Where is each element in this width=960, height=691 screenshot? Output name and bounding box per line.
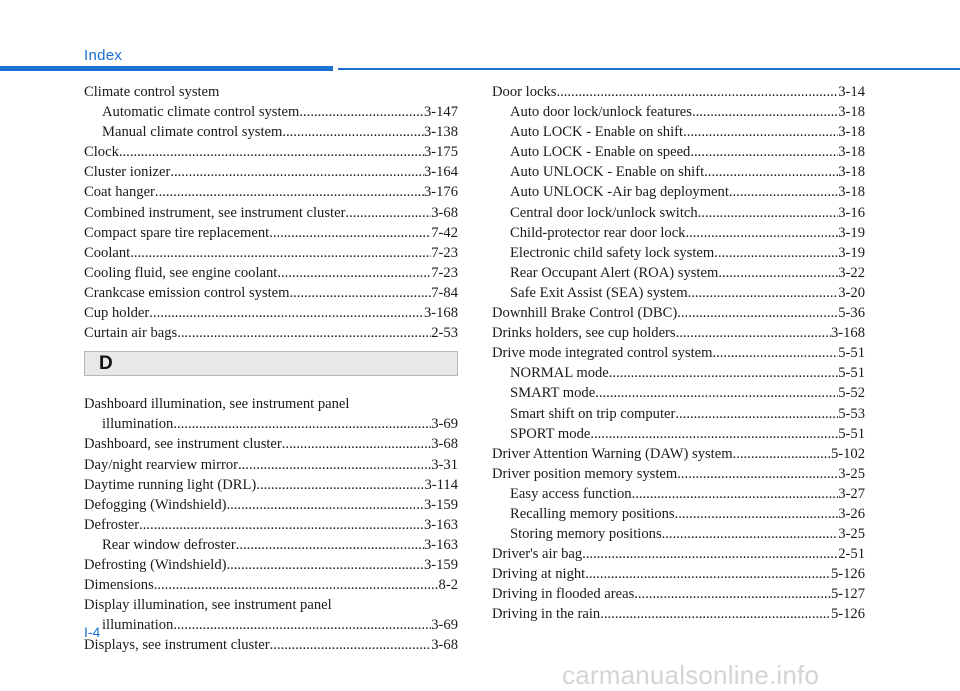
page-reference: 7-23: [431, 264, 458, 281]
page-reference: 7-84: [431, 284, 458, 301]
page-reference: 8-2: [438, 577, 458, 594]
dot-leader: [688, 283, 839, 303]
page-reference: 5-51: [838, 425, 865, 442]
dot-leader: [600, 604, 831, 624]
entry-text: NORMAL mode: [510, 365, 609, 382]
dot-leader: [585, 564, 831, 584]
dot-leader: [632, 484, 839, 504]
entry-text: Driving at night: [492, 566, 586, 583]
index-entry: [492, 343, 865, 363]
entry-text: SMART mode: [510, 385, 596, 402]
entry-text: Storing memory positions: [510, 526, 662, 543]
index-subentry: [84, 122, 458, 142]
page-reference: 5-127: [830, 586, 865, 603]
entry-text: Smart shift on trip computer: [510, 405, 676, 422]
section-header-d: [84, 351, 458, 376]
entry-text: Displays, see instrument cluster: [84, 637, 270, 654]
dot-leader: [170, 162, 424, 182]
dot-leader: [685, 223, 838, 243]
dot-leader: [277, 263, 431, 283]
index-subentry: [492, 484, 865, 504]
index-entry: [84, 203, 458, 223]
page-reference: 3-168: [423, 305, 458, 322]
page-reference: 5-51: [838, 365, 865, 382]
index-subentry: [84, 414, 458, 434]
page-reference: 5-36: [838, 305, 865, 322]
entry-text: Compact spare tire replacement: [84, 224, 270, 241]
page-reference: 5-126: [830, 606, 865, 623]
entry-text: Safe Exit Assist (SEA) system: [510, 284, 688, 301]
dot-leader: [290, 283, 432, 303]
page-reference: 3-176: [423, 184, 458, 201]
index-entry: [492, 544, 865, 564]
dot-leader: [130, 243, 431, 263]
entry-text: Auto LOCK - Enable on speed: [510, 144, 691, 161]
page-reference: 3-163: [423, 516, 458, 533]
index-entry: [84, 303, 458, 323]
dot-leader: [236, 535, 424, 555]
right-entries-list: [492, 82, 865, 625]
index-entry: [492, 464, 865, 484]
index-entry: [84, 263, 458, 283]
page-reference: 7-23: [431, 244, 458, 261]
index-subentry: [492, 243, 865, 263]
page-reference: 5-53: [838, 405, 865, 422]
page-reference: 3-19: [838, 224, 865, 241]
dot-leader: [698, 203, 839, 223]
page-reference: 3-68: [431, 204, 458, 221]
dot-leader: [282, 122, 424, 142]
index-subentry: [84, 102, 458, 122]
index-entry: [492, 82, 865, 102]
index-subentry: [492, 102, 865, 122]
page-reference: 2-51: [838, 546, 865, 563]
dot-leader: [226, 495, 423, 515]
page-number: I-4: [84, 624, 101, 640]
entry-text: Coat hanger: [84, 184, 155, 201]
entry-text: Driver position memory system: [492, 465, 678, 482]
page-reference: 3-138: [423, 124, 458, 141]
dot-leader: [712, 343, 838, 363]
index-subentry: [492, 203, 865, 223]
index-entry: [492, 444, 865, 464]
entry-text: Central door lock/unlock switch: [510, 204, 698, 221]
entry-text: Defogging (Windshield): [84, 496, 227, 513]
entry-text: illumination: [102, 416, 174, 433]
entry-text: Auto UNLOCK - Enable on shift: [510, 164, 705, 181]
dot-leader: [662, 524, 839, 544]
entry-text: Curtain air bags: [84, 325, 178, 342]
entry-text: Drive mode integrated control system: [492, 345, 713, 362]
dot-leader: [173, 615, 431, 635]
entry-text: illumination: [102, 617, 174, 634]
index-entry: [492, 584, 865, 604]
dot-leader: [556, 82, 838, 102]
page-reference: 3-25: [838, 465, 865, 482]
dot-leader: [139, 515, 424, 535]
page-reference: 3-19: [838, 244, 865, 261]
index-entry: [84, 323, 458, 343]
entry-text: Drinks holders, see cup holders: [492, 325, 676, 342]
dot-leader: [590, 424, 838, 444]
dot-leader: [177, 323, 431, 343]
index-entry: [84, 495, 458, 515]
entry-text: Auto door lock/unlock features: [510, 104, 692, 121]
header-accent-bar: [0, 66, 333, 71]
left-column: [84, 82, 458, 655]
index-entry: [84, 455, 458, 475]
index-entry: [84, 515, 458, 535]
entry-text: Manual climate control system: [102, 124, 283, 141]
header-rule: [338, 68, 960, 70]
dot-leader: [675, 504, 839, 524]
index-entry: [84, 283, 458, 303]
dot-leader: [270, 635, 432, 655]
dot-leader: [677, 303, 838, 323]
page-reference: 3-27: [838, 485, 865, 502]
page-reference: 3-18: [838, 124, 865, 141]
dot-leader: [299, 102, 424, 122]
entry-text: Child-protector rear door lock: [510, 224, 686, 241]
watermark: carmanualsonline.info: [562, 660, 820, 690]
page-reference: 3-147: [423, 104, 458, 121]
index-entry: [492, 303, 865, 323]
entry-text: Coolant: [84, 244, 131, 261]
entry-text: Dimensions: [84, 577, 154, 594]
dot-leader: [729, 182, 838, 202]
entry-text: SPORT mode: [510, 425, 591, 442]
index-subentry: [492, 142, 865, 162]
dot-leader: [595, 383, 838, 403]
entry-text: Crankcase emission control system: [84, 284, 290, 301]
index-subentry: [84, 615, 458, 635]
page-reference: 3-159: [423, 496, 458, 513]
page-reference: 3-68: [431, 436, 458, 453]
index-entry: [84, 142, 458, 162]
page-reference: 5-52: [838, 385, 865, 402]
index-entry: [84, 243, 458, 263]
page-reference: 3-18: [838, 104, 865, 121]
index-entry: [84, 223, 458, 243]
dot-leader: [704, 162, 838, 182]
page-reference: 3-163: [423, 536, 458, 553]
dot-leader: [692, 102, 838, 122]
page-reference: 3-18: [838, 184, 865, 201]
entry-text: Door locks: [492, 84, 557, 100]
index-entry: [84, 162, 458, 182]
entry-text: Dashboard, see instrument cluster: [84, 436, 282, 453]
dot-leader: [149, 303, 424, 323]
entry-text: Defroster: [84, 516, 140, 533]
index-entry: [84, 182, 458, 202]
dot-leader: [634, 584, 831, 604]
index-entry: [492, 564, 865, 584]
index-entry: [492, 323, 865, 343]
index-subentry: [492, 122, 865, 142]
index-entry: Display illumination, see instrument panel: [84, 597, 332, 614]
dot-leader: [683, 122, 838, 142]
dot-leader: [676, 323, 831, 343]
dot-leader: [282, 434, 431, 454]
index-subentry: [492, 383, 865, 403]
page-reference: 5-102: [830, 445, 865, 462]
index-entry: [84, 575, 458, 595]
entry-text: Electronic child safety lock system: [510, 244, 715, 261]
entry-text: Easy access function: [510, 485, 632, 502]
index-entry: [492, 604, 865, 624]
dot-leader: [345, 203, 431, 223]
entry-text: Driving in flooded areas: [492, 586, 635, 603]
page-reference: 7-42: [431, 224, 458, 241]
index-title: Index: [84, 47, 123, 64]
page-reference: 3-26: [838, 505, 865, 522]
index-entry: Dashboard illumination, see instrument panel: [84, 396, 350, 413]
entry-text: Driver's air bag: [492, 546, 583, 563]
entry-text: Rear Occupant Alert (ROA) system: [510, 264, 719, 281]
page-reference: 3-20: [838, 284, 865, 301]
index-subentry: [492, 162, 865, 182]
dot-leader: [119, 142, 424, 162]
index-subentry: [492, 404, 865, 424]
page-reference: 3-69: [431, 617, 458, 634]
dot-leader: [269, 223, 431, 243]
page-reference: 3-69: [431, 416, 458, 433]
page-reference: 3-14: [838, 84, 865, 100]
entry-text: Auto LOCK - Enable on shift: [510, 124, 684, 141]
page-reference: 3-175: [423, 144, 458, 161]
entry-text: Cup holder: [84, 305, 150, 322]
index-subentry: [492, 524, 865, 544]
index-entry: [84, 635, 458, 655]
entry-text: Cluster ionizer: [84, 164, 171, 181]
dot-leader: [173, 414, 431, 434]
dot-leader: [238, 455, 431, 475]
entry-text: Recalling memory positions: [510, 505, 675, 522]
dot-leader: [675, 404, 838, 424]
index-subentry: [492, 223, 865, 243]
index-entry: [84, 434, 458, 454]
index-entry: [84, 555, 458, 575]
index-subentry: [492, 363, 865, 383]
dot-leader: [155, 182, 424, 202]
page-reference: 5-126: [830, 566, 865, 583]
page-reference: 3-168: [830, 325, 865, 342]
page-reference: 3-159: [423, 556, 458, 573]
page-reference: 3-31: [431, 456, 458, 473]
c-entries-list: [84, 82, 458, 343]
entry-text: Driver Attention Warning (DAW) system: [492, 445, 733, 462]
entry-text: Cooling fluid, see engine coolant: [84, 264, 278, 281]
index-entry: [84, 475, 458, 495]
page-reference: 5-51: [838, 345, 865, 362]
entry-text: Rear window defroster: [102, 536, 236, 553]
dot-leader: [609, 363, 838, 383]
right-column: [492, 82, 865, 625]
page-reference: 3-114: [424, 476, 458, 493]
dot-leader: [154, 575, 439, 595]
page-reference: 3-18: [838, 164, 865, 181]
index-subentry: [492, 504, 865, 524]
index-subentry: [492, 283, 865, 303]
dot-leader: [256, 475, 424, 495]
dot-leader: [582, 544, 838, 564]
index-subentry: [84, 535, 458, 555]
dot-leader: [226, 555, 423, 575]
entry-text: Automatic climate control system: [102, 104, 300, 121]
entry-text: Downhill Brake Control (DBC): [492, 305, 678, 322]
index-subentry: [492, 263, 865, 283]
page-reference: 3-16: [838, 204, 865, 221]
page-reference: 3-25: [838, 526, 865, 543]
section-letter: D: [99, 353, 113, 375]
page-reference: 3-18: [838, 144, 865, 161]
page-reference: 2-53: [431, 325, 458, 342]
dot-leader: [714, 243, 838, 263]
index-subentry: [492, 424, 865, 444]
entry-text: Defrosting (Windshield): [84, 556, 227, 573]
entry-text: Driving in the rain: [492, 606, 601, 623]
entry-text: Day/night rearview mirror: [84, 456, 238, 473]
page-reference: 3-22: [838, 264, 865, 281]
dot-leader: [677, 464, 838, 484]
dot-leader: [733, 444, 831, 464]
entry-text: Auto UNLOCK -Air bag deployment: [510, 184, 729, 201]
page-reference: 3-68: [431, 637, 458, 654]
entry-text: Clock: [84, 144, 119, 161]
entry-text: Daytime running light (DRL): [84, 476, 257, 493]
d-entries-list: [84, 394, 458, 655]
dot-leader: [718, 263, 838, 283]
page-reference: 3-164: [423, 164, 458, 181]
dot-leader: [690, 142, 838, 162]
index-subentry: [492, 182, 865, 202]
entry-text: Combined instrument, see instrument cluster: [84, 204, 346, 221]
index-entry: Climate control system: [84, 84, 220, 100]
